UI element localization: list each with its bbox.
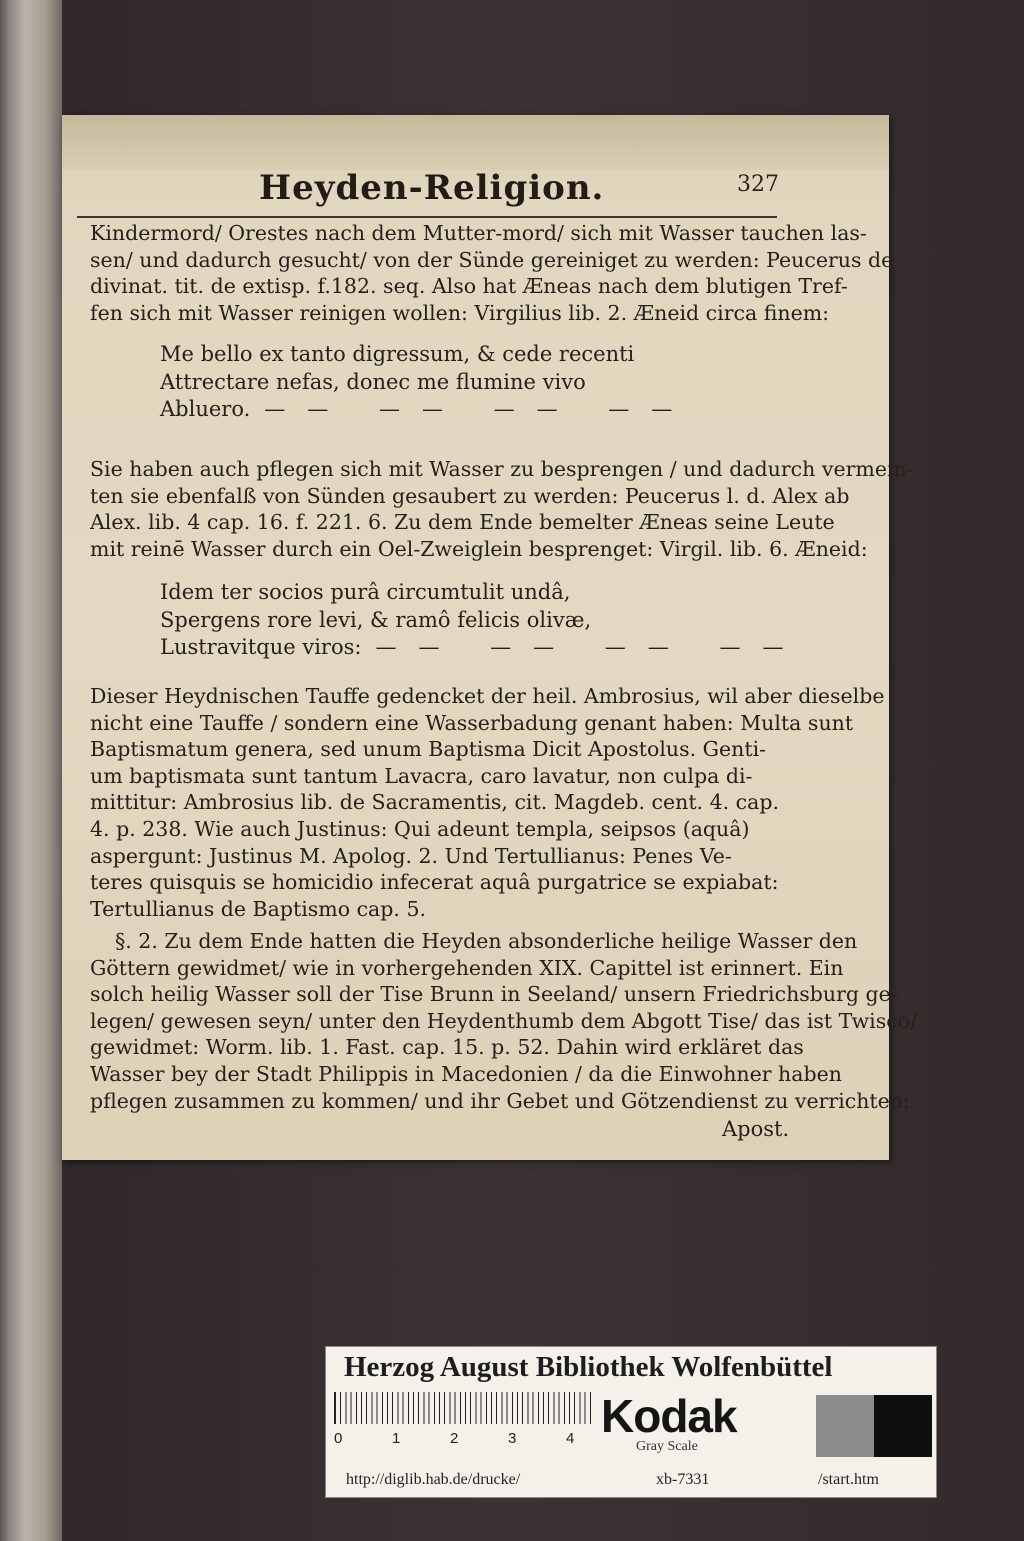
text-line: aspergunt: Justinus M. Apolog. 2. Und Tertullianus: Penes Ve- bbox=[90, 843, 732, 868]
ruler-number: 2 bbox=[450, 1430, 459, 1447]
text-line: Dieser Heydnischen Tauffe gedencket der heil. Ambrosius, wil aber dieselbe bbox=[90, 684, 885, 708]
text-line: um baptismata sunt tantum Lavacra, caro lavatur, non culpa di- bbox=[90, 763, 753, 788]
text-line: pflegen zusammen zu kommen/ und ihr Gebet und Götzendienst zu verrichten: bbox=[90, 1088, 910, 1113]
dash-ornament: —— —— —— —— bbox=[264, 397, 695, 421]
ruler-number: 0 bbox=[334, 1430, 343, 1447]
measurement-ruler bbox=[334, 1392, 594, 1447]
text-line: Wasser bey der Stadt Philippis in Macedonien / da die Einwohner haben bbox=[90, 1061, 842, 1086]
text-line: Göttern gewidmet/ wie in vorhergehenden XIX. Capittel ist erinnert. Ein bbox=[90, 955, 844, 980]
text-line: nicht eine Tauffe / sondern eine Wasserbadung genant haben: Multa sunt bbox=[90, 710, 854, 735]
black-swatch bbox=[874, 1395, 932, 1457]
gray-scale-label: Gray Scale bbox=[636, 1439, 698, 1454]
catchword: Apost. bbox=[722, 1117, 790, 1141]
text-line: Sie haben auch pflegen sich mit Wasser zu besprengen / und dadurch vermein- bbox=[90, 457, 914, 481]
kodak-logo: Kodak bbox=[601, 1390, 737, 1442]
text-line: legen/ gewesen seyn/ unter den Heydenthumb dem Abgott Tise/ das ist Twisco/ bbox=[90, 1008, 917, 1033]
text-line: 4. p. 238. Wie auch Justinus: Qui adeunt templa, seipsos (aquâ) bbox=[90, 816, 750, 841]
text-line: gewidmet: Worm. lib. 1. Fast. cap. 15. p. 52. Dahin wird erkläret das bbox=[90, 1035, 804, 1060]
text-line: teres quisquis se homicidio infecerat aquâ purgatrice se expiabat: bbox=[90, 870, 779, 895]
text-line: mittitur: Ambrosius lib. de Sacramentis, cit. Magdeb. cent. 4. cap. bbox=[90, 790, 780, 815]
facing-page-edge bbox=[0, 0, 62, 1541]
text-line: sen/ und dadurch gesucht/ von der Sünde gereiniget zu werden: Peucerus de bbox=[90, 247, 894, 272]
verse-line bbox=[160, 634, 805, 662]
verse-text: Abluero. bbox=[160, 397, 251, 421]
paragraph-3 bbox=[90, 683, 884, 922]
verse-quote-1 bbox=[160, 341, 694, 424]
text-line: divinat. tit. de extisp. f.182. seq. Also hat Æneas nach dem blutigen Tref- bbox=[90, 274, 848, 299]
page-number: 327 bbox=[737, 172, 779, 197]
book-page bbox=[62, 115, 917, 1160]
verse-text: Lustravitque viros: bbox=[160, 635, 362, 659]
paragraph-4 bbox=[90, 928, 917, 1114]
text-line: §. 2. Zu dem Ende hatten die Heyden absonderliche heilige Wasser den bbox=[115, 929, 858, 953]
verse-quote-2 bbox=[160, 579, 805, 662]
ruler-number: 1 bbox=[392, 1430, 401, 1447]
dash-ornament: —— —— —— —— bbox=[375, 635, 806, 659]
gray-swatch bbox=[816, 1395, 874, 1457]
text-line: Baptismatum genera, sed unum Baptisma Dicit Apostolus. Genti- bbox=[90, 737, 767, 762]
text-line: Alex. lib. 4 cap. 16. f. 221. 6. Zu dem Ende bemelter Æneas seine Leute bbox=[90, 510, 835, 535]
header-rule bbox=[77, 216, 777, 218]
paragraph-1 bbox=[90, 220, 893, 326]
paragraph-2 bbox=[90, 456, 914, 562]
verse-line: Idem ter socios purâ circumtulit undâ, bbox=[160, 580, 571, 604]
running-head: Heyden-Religion. bbox=[259, 168, 605, 208]
text-line: Kindermord/ Orestes nach dem Mutter-mord/ sich mit Wasser tauchen las- bbox=[90, 221, 867, 245]
ruler-number: 4 bbox=[566, 1430, 575, 1447]
verse-line bbox=[160, 396, 694, 424]
page-header bbox=[62, 160, 889, 220]
library-label bbox=[325, 1346, 937, 1498]
library-title: Herzog August Bibliothek Wolfenbüttel bbox=[344, 1351, 833, 1383]
text-line: fen sich mit Wasser reinigen wollen: Virgilius lib. 2. Æneid circa finem: bbox=[90, 300, 830, 325]
text-line: Tertullianus de Baptismo cap. 5. bbox=[90, 896, 426, 921]
ruler-number: 3 bbox=[508, 1430, 517, 1447]
text-line: mit reinē Wasser durch ein Oel-Zweiglein besprenget: Virgil. lib. 6. Æneid: bbox=[90, 536, 868, 561]
verse-line: Me bello ex tanto digressum, & cede recenti bbox=[160, 342, 635, 366]
text-line: solch heilig Wasser soll der Tise Brunn in Seeland/ unsern Friedrichsburg ge- bbox=[90, 982, 898, 1007]
url-text: http://diglib.hab.de/drucke/ bbox=[346, 1471, 521, 1488]
text-line: ten sie ebenfalß von Sünden gesaubert zu werden: Peucerus l. d. Alex ab bbox=[90, 483, 850, 508]
start-link-text: /start.htm bbox=[818, 1471, 879, 1488]
shelfmark-text: xb-7331 bbox=[656, 1471, 710, 1488]
verse-line: Spergens rore levi, & ramô felicis olivæ, bbox=[160, 607, 592, 632]
ruler-ticks bbox=[334, 1392, 595, 1424]
verse-line: Attrectare nefas, donec me flumine vivo bbox=[160, 369, 586, 394]
